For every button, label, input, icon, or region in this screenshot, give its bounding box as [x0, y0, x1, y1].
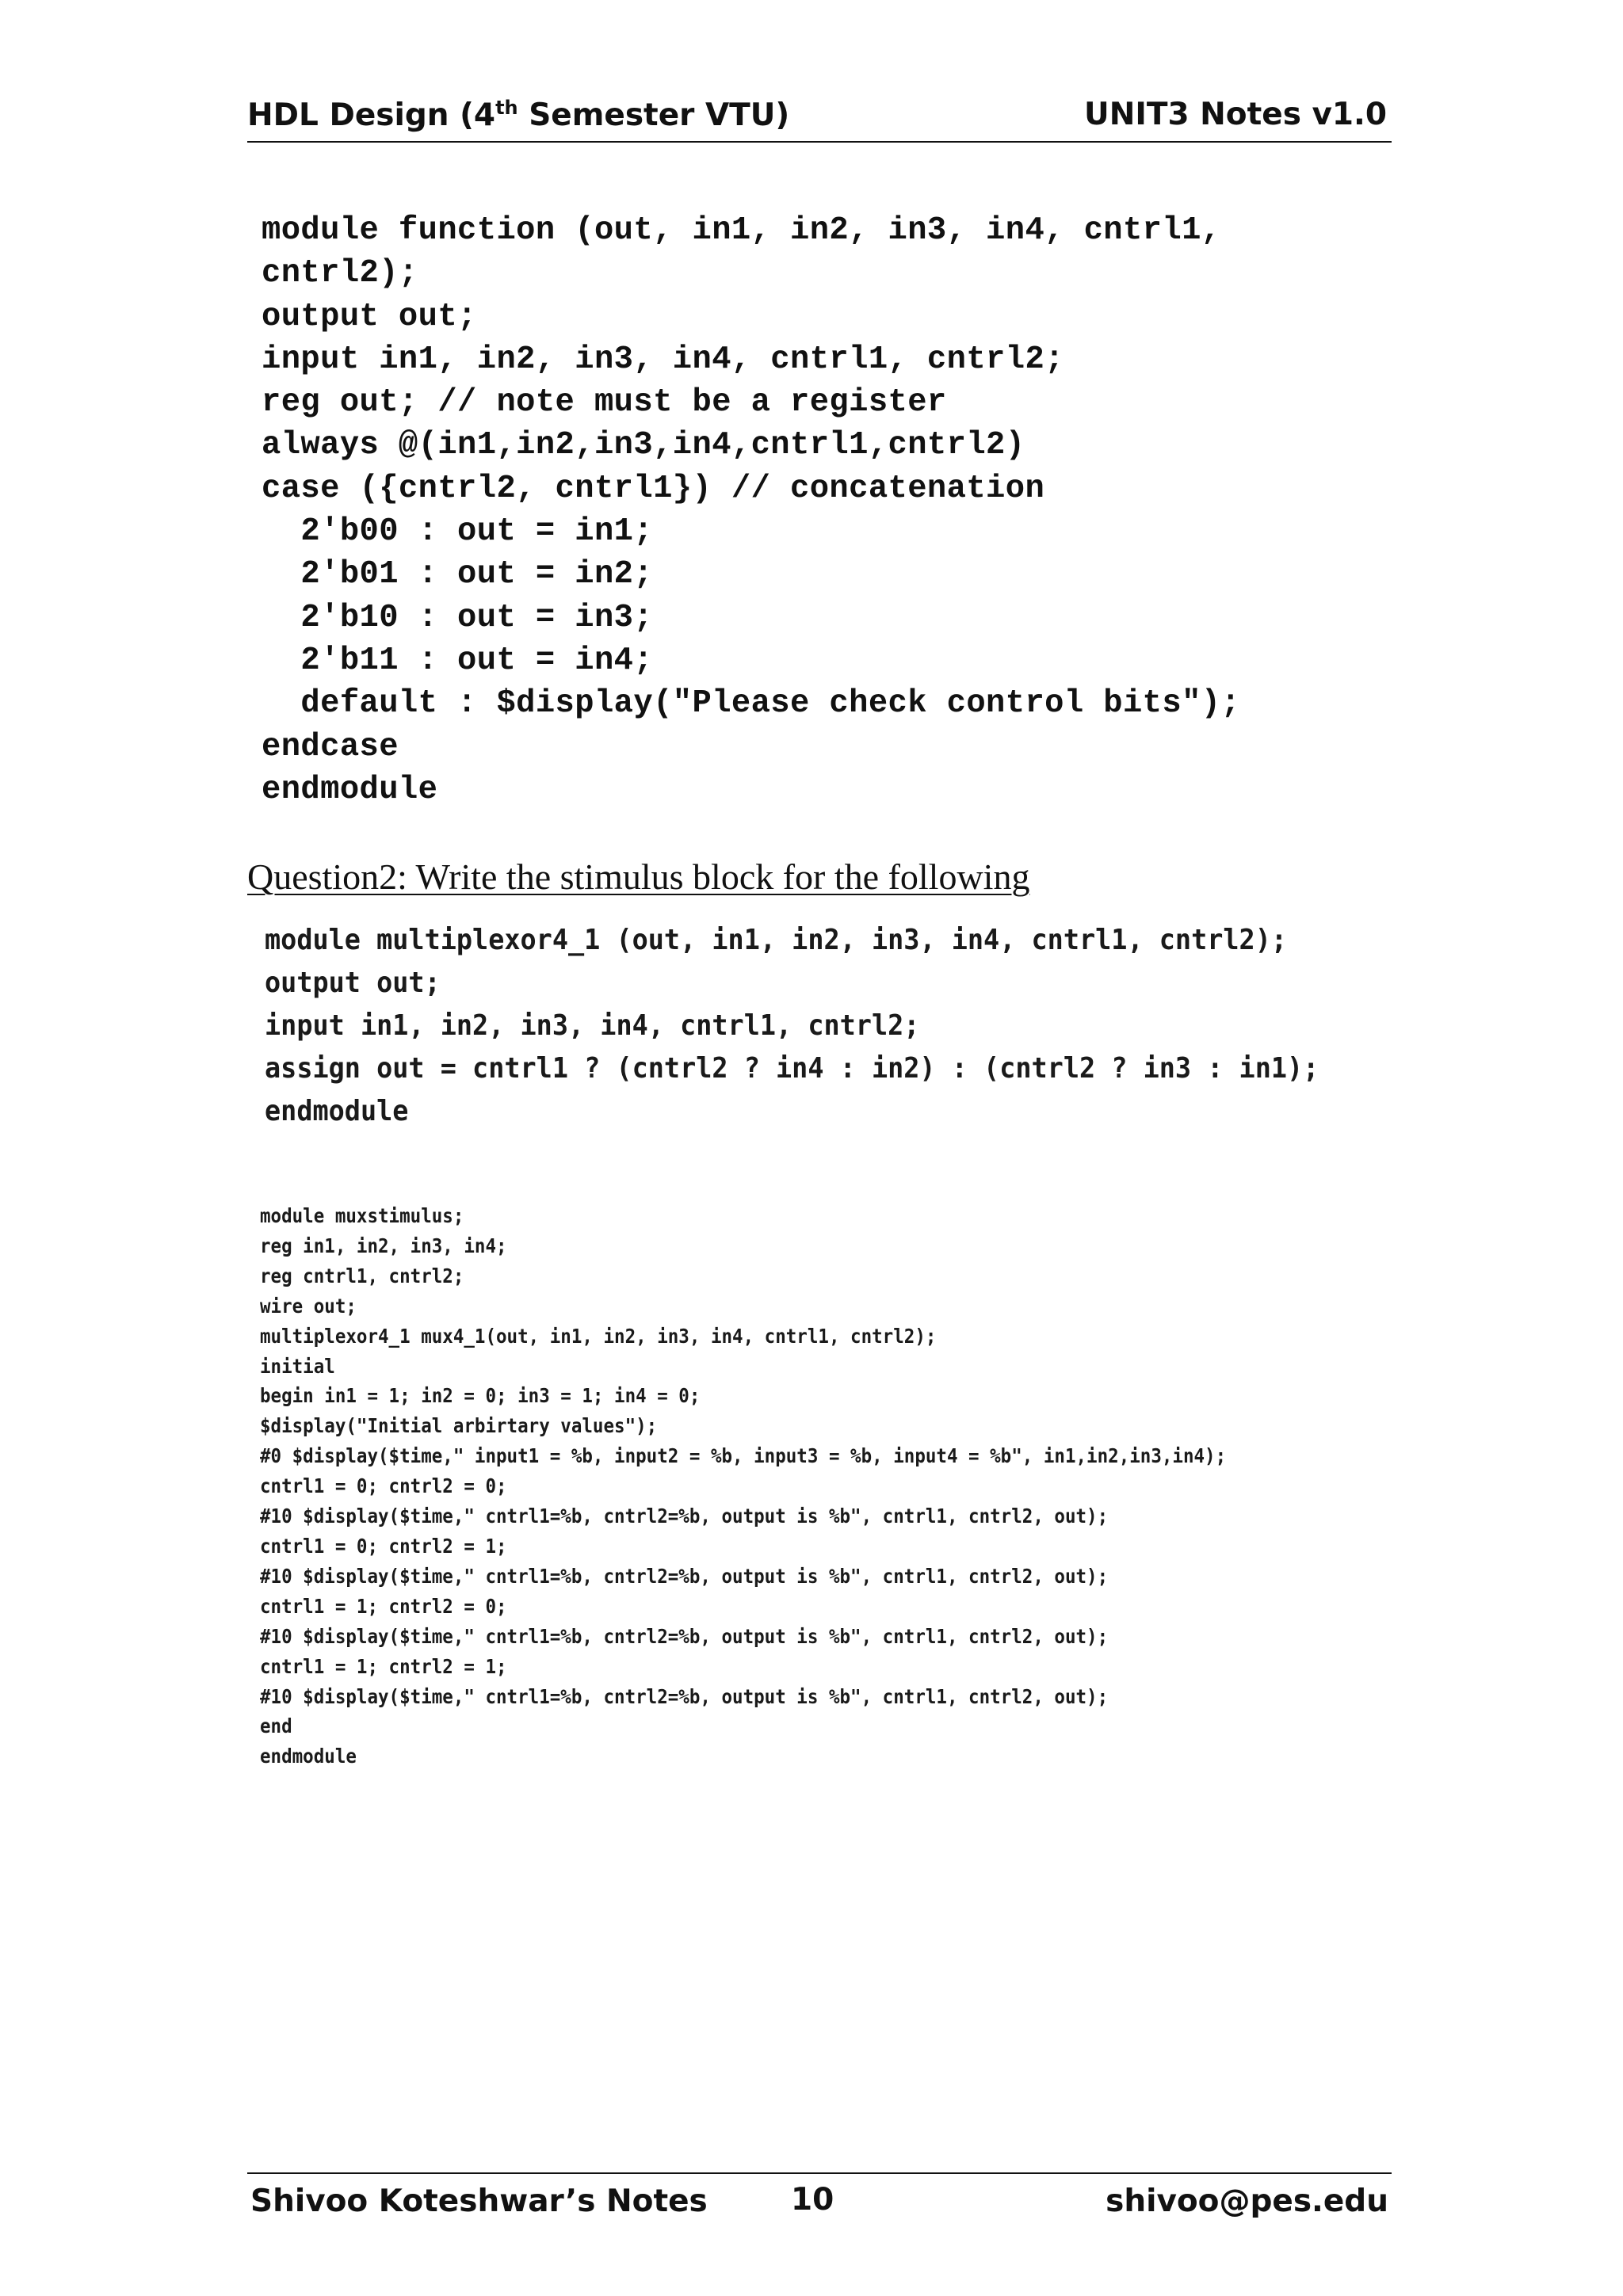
page-footer [247, 2172, 1392, 2229]
question-2-heading: Question2: Write the stimulus block for the following [247, 856, 1030, 897]
code-block-multiplexor: module multiplexor4_1 (out, in1, in2, in3, in4, cntrl1, cntrl2); output out; input in1, in2, in3, in4, cntrl1, cntrl2; assign out = cntrl1 ? (cntrl2 ? in4 : in2) : (cntrl2 ? in3 : in1); endmodule [265, 924, 1319, 1127]
footer-email: shivoo@pes.edu [1106, 2183, 1388, 2219]
page-header [247, 93, 1392, 143]
header-title: HDL Design (4th Semester VTU) [247, 97, 790, 133]
footer-author: Shivoo Koteshwar’s Notes [250, 2183, 708, 2219]
code-block-function-module: module function (out, in1, in2, in3, in4, cntrl1, cntrl2); output out; input in1, in2, in3, in4, cntrl1, cntrl2; reg out; // note must be a register always @(in1,in2,in3,in4,cntrl1,cntrl2) case ({cntrl2, cntrl1}) // concatenation 2'b00 : out = in1; 2'b01 : out = in2; 2'b10 : out = in3; 2'b11 : out = in4; default : $display("Please check control bits"); endcase endmodule [262, 212, 1241, 808]
code-block-stimulus: module muxstimulus; reg in1, in2, in3, in4; reg cntrl1, cntrl2; wire out; multiplexor4_1 mux4_1(out, in1, in2, in3, in4, cntrl1, cntrl2); initial begin in1 = 1; in2 = 0; in3 = 1; in4 = 0; $display("Initial arbirtary values"); #0 $display($time," input1 = %b, input2 = %b, input3 = %b, input4 = %b", in1,in2,in3,in4); cntrl1 = 0; cntrl2 = 0; #10 $display($time," cntrl1=%b, cntrl2=%b, output is %b", cntrl1, cntrl2, out); cntrl1 = 0; cntrl2 = 1; #10 $display($time," cntrl1=%b, cntrl2=%b, output is %b", cntrl1, cntrl2, out); cntrl1 = 1; cntrl2 = 0; #10 $display($time," cntrl1=%b, cntrl2=%b, output is %b", cntrl1, cntrl2, out); cntrl1 = 1; cntrl2 = 1; #10 $display($time," cntrl1=%b, cntrl2=%b, output is %b", cntrl1, cntrl2, out); end endmodule [260, 1204, 1227, 1768]
header-unit-label: UNIT3 Notes v1.0 [1084, 97, 1387, 132]
page-number: 10 [791, 2182, 834, 2218]
